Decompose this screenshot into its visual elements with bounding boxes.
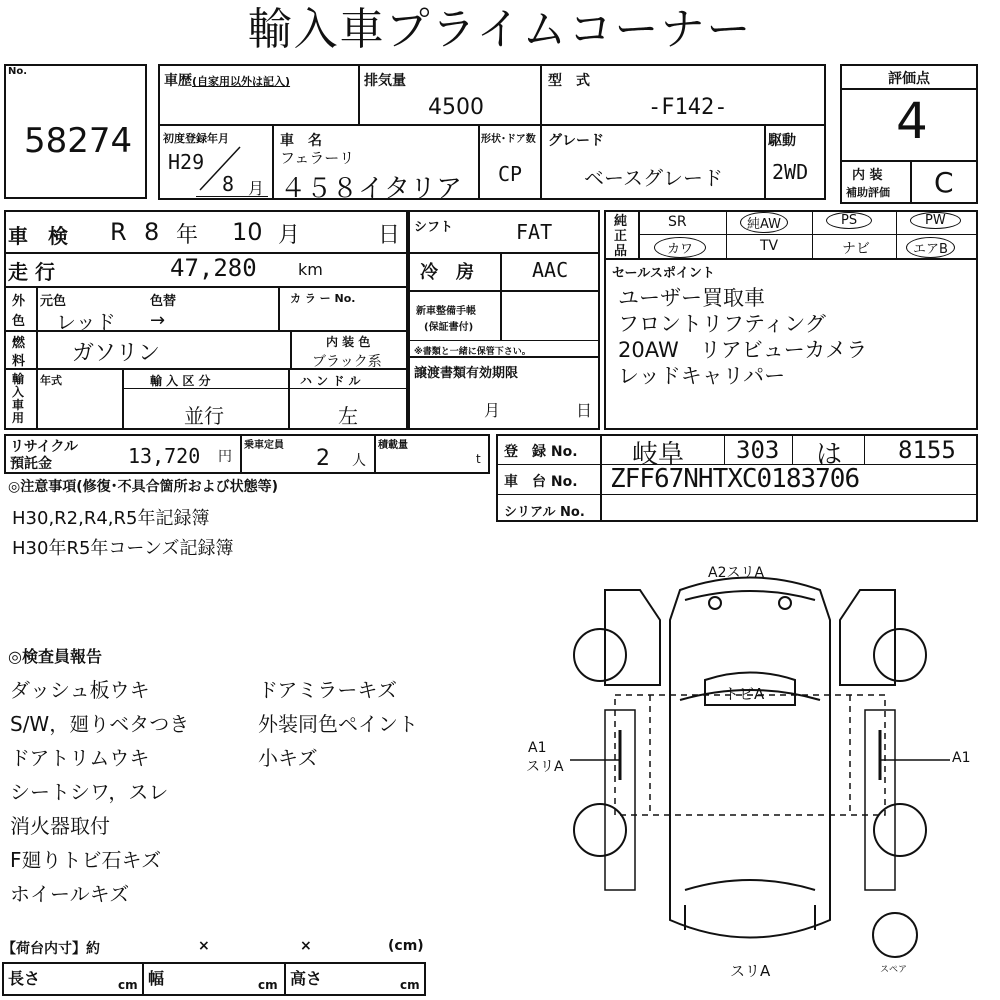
equipment-label-3: 品 — [614, 244, 628, 259]
guarantee-note: ※書類と一緒に保管下さい。 — [414, 347, 531, 357]
car-maker: フェラーリ — [280, 149, 355, 167]
report-left-2: S/W，廻りベタつき — [10, 712, 190, 736]
car-name-label: 車 名 — [280, 133, 322, 149]
recycle-value: 13,720 — [128, 444, 201, 468]
color-change-label: 色替 — [150, 294, 177, 309]
interior-color-label: 内 装 色 — [326, 335, 371, 349]
body-shape-value: CP — [498, 162, 523, 186]
exterior-label-2: 色 — [12, 314, 26, 329]
import-label-2: 入 — [12, 385, 25, 399]
diagram-left-label-2: スリA — [526, 759, 564, 775]
grade-label: グレード — [548, 133, 604, 149]
sales-point-4: レッドキャリパー — [618, 364, 786, 388]
cargo-height-label: 高さ — [290, 969, 323, 988]
inspection-year: 8 — [144, 218, 160, 246]
aircon-value: AAC — [532, 258, 569, 282]
chassis-number: ZFF67NHTXC0183706 — [610, 464, 860, 494]
handle-value: 左 — [338, 404, 358, 428]
registration-slash — [195, 145, 245, 195]
registration-number: 8155 — [898, 436, 956, 464]
interior-score-label-1: 内 装 — [852, 168, 883, 183]
interior-score-value: C — [934, 166, 954, 199]
wheel-rear-right-icon — [874, 804, 926, 856]
fuel-label-2: 料 — [12, 354, 26, 369]
import-label-1: 輸 — [12, 372, 25, 386]
lot-no-label: No. — [8, 66, 28, 77]
report-left-3: ドアトリムウキ — [10, 746, 150, 770]
registration-region: 岐阜 — [632, 440, 685, 470]
equipment-label-2: 正 — [614, 229, 628, 244]
import-label-4: 用 — [12, 411, 25, 425]
spare-wheel-icon — [873, 913, 917, 957]
cargo-length-cm: cm — [118, 978, 138, 992]
cargo-times-2: × — [300, 938, 312, 954]
aircon-label: 冷 房 — [420, 262, 474, 283]
registration-label: 登 録 No. — [504, 444, 578, 460]
serial-label: シリアル No. — [504, 505, 585, 520]
note-line-2: H30年R5年コーンズ記録簿 — [12, 538, 234, 559]
fuel-value: ガソリン — [72, 341, 161, 366]
model-type-value: -F142- — [648, 95, 728, 120]
report-left-6: F廻りトビ石キズ — [10, 848, 162, 872]
transfer-day-unit: 日 — [576, 401, 593, 420]
car-damage-diagram — [520, 560, 980, 980]
capacity-unit: 人 — [352, 453, 366, 469]
recycle-label-2: 預託金 — [10, 456, 52, 472]
capacity-value: 2 — [316, 446, 330, 471]
sales-point-2: フロントリフティング — [618, 312, 826, 336]
interior-color-value: ブラック系 — [312, 354, 382, 370]
diagram-front-label: A2スリA — [708, 565, 765, 581]
inspection-day-unit: 日 — [378, 223, 401, 248]
first-registration-month: 8 — [222, 172, 235, 196]
transfer-docs-label: 譲渡書類有効期限 — [414, 366, 519, 381]
inspection-label: 車 検 — [8, 224, 68, 248]
cargo-width-label: 幅 — [148, 969, 165, 988]
exterior-label-1: 外 — [12, 294, 26, 309]
sales-point-1: ユーザー買取車 — [618, 286, 765, 310]
equip-pw: PW — [910, 212, 961, 229]
mileage-value: 47,280 — [170, 254, 257, 282]
import-class-value: 並行 — [184, 404, 224, 428]
registration-class-no: 303 — [736, 436, 780, 464]
right-front-door — [840, 590, 895, 685]
capacity-label: 乗車定員 — [244, 440, 284, 451]
page-title: 輸入車プライムコーナー — [247, 4, 753, 55]
cargo-height-cm: cm — [400, 978, 420, 992]
equip-tv: TV — [760, 238, 779, 254]
headlight-right-icon — [779, 597, 791, 609]
diagram-spare-label: スペア — [880, 965, 908, 975]
equipment-label-1: 純 — [614, 214, 628, 229]
mileage-label: 走 行 — [8, 260, 55, 284]
equip-leather: カワ — [654, 237, 706, 258]
interior-score-label-2: 補助評価 — [846, 186, 890, 199]
score-label: 評価点 — [888, 71, 930, 87]
color-change-arrow: → — [150, 310, 166, 331]
displacement-label: 排気量 — [364, 73, 406, 89]
car-name: ４５８イタリア — [280, 174, 463, 204]
wheel-front-left-icon — [574, 629, 626, 681]
mileage-unit: km — [298, 260, 323, 279]
report-left-5: 消火器取付 — [10, 814, 110, 838]
note-line-1: H30,R2,R4,R5年記録簿 — [12, 508, 210, 529]
report-left-4: シートシワ，スレ — [10, 780, 169, 804]
body-shape-label: 形状･ドア数 — [481, 134, 536, 145]
lot-number: 58274 — [24, 121, 133, 161]
notes-label: ◎注意事項(修復･不具合箇所および状態等) — [8, 479, 279, 495]
new-car-guarantee-label: 新車整備手帳 — [416, 306, 476, 317]
wheel-rear-left-icon — [574, 804, 626, 856]
wheel-front-right-icon — [874, 629, 926, 681]
guarantee-sub-label: (保証書付) — [424, 322, 474, 333]
drive-value: 2WD — [772, 160, 809, 184]
score-box — [840, 64, 978, 204]
inspection-year-unit: 年 — [176, 223, 199, 248]
report-left-1: ダッシュ板ウキ — [10, 678, 150, 702]
equip-genuine-aw: 純AW — [740, 212, 788, 233]
color-no-label: カ ラ ー No. — [290, 292, 356, 305]
recycle-unit: 円 — [218, 449, 232, 465]
cargo-unit: (cm) — [388, 938, 424, 954]
cargo-times-1: × — [198, 938, 210, 954]
grade-value: ベースグレード — [584, 166, 723, 190]
transfer-month-unit: 月 — [484, 401, 501, 420]
history-label: 車歴(自家用以外は記入) — [164, 73, 291, 89]
cargo-width-cm: cm — [258, 978, 278, 992]
cargo-table — [2, 962, 426, 996]
handle-label: ハ ン ド ル — [300, 374, 361, 388]
equip-navi: ナビ — [842, 241, 870, 257]
car-body-outline — [670, 578, 830, 938]
original-color-label: 元色 — [40, 294, 67, 309]
equip-sr: SR — [668, 214, 687, 230]
load-unit: t — [476, 452, 481, 466]
recycle-label-1: リサイクル — [10, 439, 79, 455]
sales-points-label: セールスポイント — [612, 266, 715, 281]
cargo-label: 【荷台内寸】約 — [2, 941, 100, 957]
diagram-right-label: A1 — [952, 750, 971, 766]
load-label: 積載量 — [378, 440, 408, 451]
model-year-label: 年式 — [40, 374, 62, 387]
chassis-label: 車 台 No. — [504, 474, 578, 490]
inspector-report-label: ◎検査員報告 — [8, 647, 102, 666]
import-class-label: 輸 入 区 分 — [150, 374, 211, 388]
lot-number-box — [4, 64, 147, 199]
score-value: 4 — [896, 92, 928, 150]
import-label-3: 車 — [12, 398, 25, 412]
shift-label: シフト — [414, 220, 454, 235]
headlight-left-icon — [709, 597, 721, 609]
first-registration-label: 初度登録年月 — [163, 132, 229, 145]
report-right-2: 外装同色ペイント — [258, 712, 418, 736]
cargo-length-label: 長さ — [8, 969, 41, 988]
diagram-left-label-1: A1 — [528, 740, 547, 756]
model-type-label: 型 式 — [548, 73, 590, 89]
first-registration-month-unit: 月 — [248, 179, 265, 198]
sales-point-3: 20AW リアビューカメラ — [618, 338, 868, 362]
diagram-roof-label: トビA — [724, 685, 765, 703]
diagram-rear-label: スリA — [730, 962, 771, 980]
shift-value: FAT — [516, 220, 553, 244]
registration-kana: は — [816, 440, 843, 470]
report-right-1: ドアミラーキズ — [258, 678, 397, 702]
report-left-7: ホイールキズ — [10, 882, 130, 906]
drive-label: 駆動 — [768, 133, 796, 149]
report-right-3: 小キズ — [258, 746, 318, 770]
inspection-month-unit: 月 — [278, 223, 301, 248]
displacement-value: 4500 — [428, 95, 484, 120]
fuel-label-1: 燃 — [12, 336, 26, 351]
equip-airbag: エアB — [906, 237, 955, 258]
inspection-month: 10 — [232, 218, 263, 246]
inspection-era: R — [110, 218, 127, 246]
exterior-color-value: レッド — [56, 310, 116, 334]
left-front-door — [605, 590, 660, 685]
equip-ps: PS — [826, 212, 872, 229]
first-registration-era: H29 — [168, 150, 205, 174]
